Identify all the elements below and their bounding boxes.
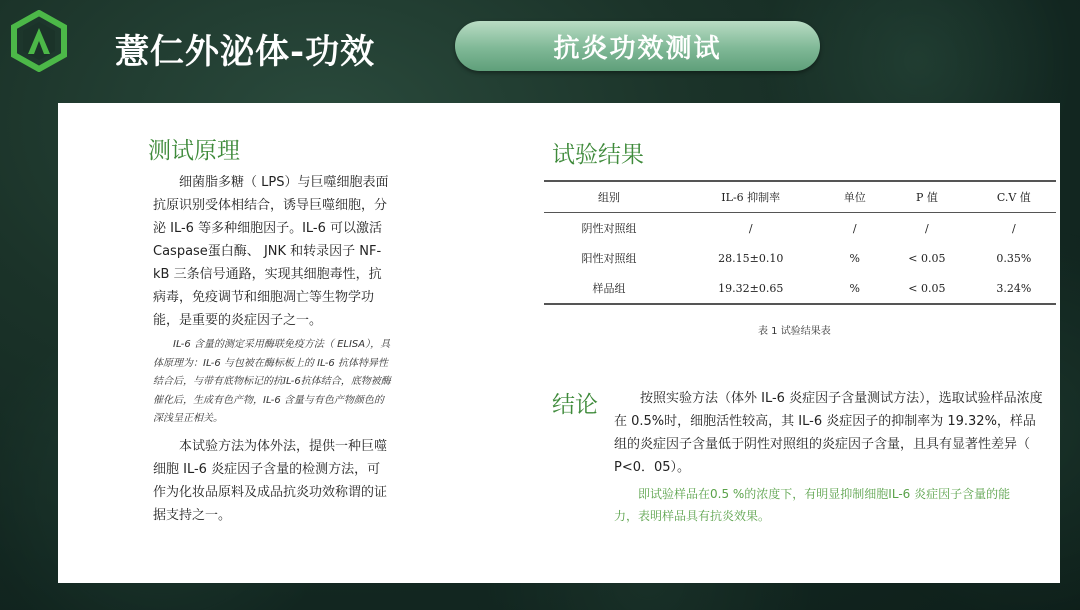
principle-paragraph-1: 细菌脂多糖（ LPS）与巨噬细胞表面抗原识别受体相结合，诱导巨噬细胞，分泌 IL-6 等多种细胞因子。IL-6 可以激活Caspase蛋白酶、 JNK 和转录因子 NF-kB 三条信号通路，实现其细胞毒性，抗病毒，免疫调节和细胞凋亡等生物学功能，是重要的炎症因子之一。 — [153, 175, 389, 328]
table-cell: % — [849, 251, 860, 265]
table-cell: % — [827, 273, 882, 304]
table-cell: 阳性对照组 — [581, 252, 637, 265]
page-title: 薏仁外泌体-功效 — [115, 32, 376, 72]
results-table-header — [544, 181, 1056, 213]
table-cell: / — [748, 221, 753, 235]
table-cell: 样品组 — [544, 273, 674, 304]
section-pill — [455, 21, 820, 71]
table-cell: 28.15±0.10 — [718, 251, 784, 265]
conclusion-text: 按照实验方法（体外 IL-6 炎症因子含量测试方法），选取试验样品浓度在 0.5%时，细胞活性较高，其 IL-6 炎症因子的抑制率为 19.32%，样品组的炎症因子含量低于阴性对照组的炎症因子含量，且具有显著性差异（ P<0．05）。 — [614, 391, 1043, 475]
column-header: P 值 — [882, 181, 971, 213]
principle-heading: 测试原理 — [148, 138, 240, 164]
table-cell: / — [1011, 221, 1016, 235]
column-header: 单位 — [827, 181, 882, 213]
table-cell: < 0.05 — [908, 251, 946, 265]
conclusion-heading: 结论 — [552, 392, 598, 418]
table-row — [544, 243, 1056, 273]
column-header: IL-6 抑制率 — [674, 181, 827, 213]
conclusion-highlight: 即试验样品在0.5 %的浓度下，有明显抑制细胞IL-6 炎症因子含量的能力，表明样品具有抗炎效果。 — [614, 487, 1011, 523]
table-row — [544, 213, 1056, 244]
principle-paragraph-2: IL-6 含量的测定采用酶联免疫方法（ ELISA），具体原理为：IL-6 与包被在酶标板上的 IL-6 抗体特异性结合后，与带有底物标记的抗IL-6抗体结合，底物被酶催化后，生成有色产物，IL-6 含量与有色产物颜色的深浅呈正相关。 — [153, 339, 391, 424]
results-table — [544, 180, 1056, 305]
table-cell: 3.24% — [972, 273, 1056, 304]
results-heading: 试验结果 — [552, 142, 644, 168]
column-header: 组别 — [544, 181, 674, 213]
table-cell: 19.32±0.65 — [674, 273, 827, 304]
table-cell: / — [925, 221, 929, 235]
table-cell: 0.35% — [996, 251, 1032, 265]
column-header: C.V 值 — [972, 181, 1056, 213]
table-cell: 阴性对照组 — [581, 222, 637, 235]
table-cell: / — [852, 221, 857, 235]
section-pill-label: 抗炎功效测试 — [553, 33, 722, 64]
principle-paragraph-3: 本试验方法为体外法，提供一种巨噬细胞 IL-6 炎症因子含量的检测方法，可作为化妆品原料及成品抗炎功效称谓的证据支持之一。 — [153, 439, 388, 523]
hexagon-a-logo-icon — [8, 10, 70, 72]
table-caption: 表 1 试验结果表 — [758, 326, 831, 337]
table-cell: < 0.05 — [882, 273, 971, 304]
table-row — [544, 273, 1056, 304]
content-card — [58, 103, 1060, 583]
